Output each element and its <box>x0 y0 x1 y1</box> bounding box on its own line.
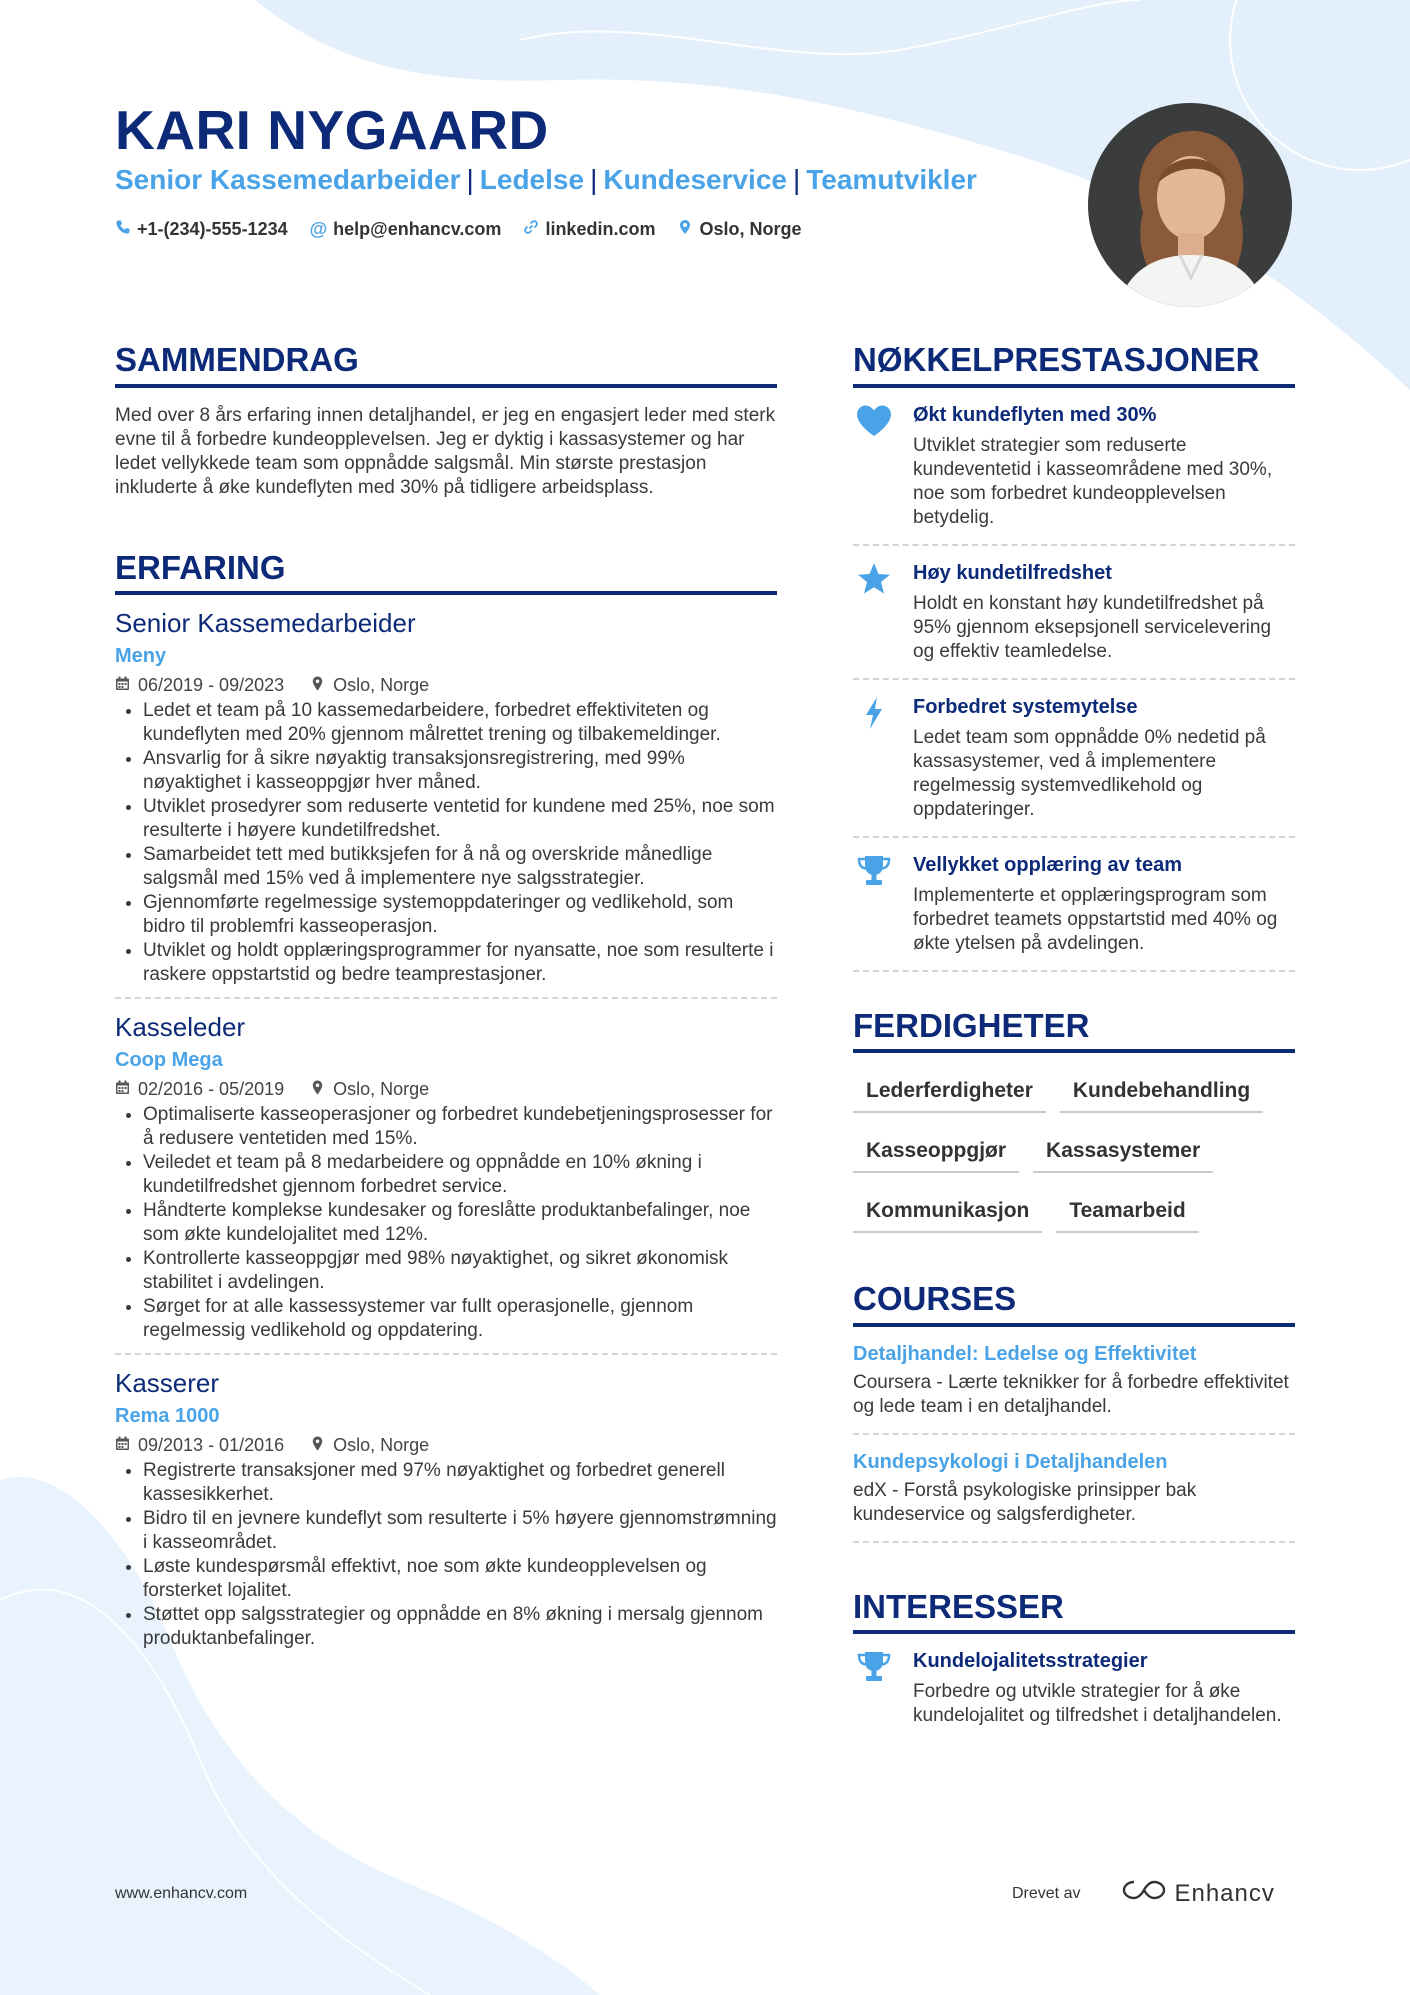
skill-tag: Kommunikasjon <box>853 1191 1042 1233</box>
bullet-item: • Ledet et team på 10 kassemedarbeidere, forbedret effektiviteten og kundeflyten med 20% gjennom målrettet trening og tilbakemeldinger. <box>143 699 777 747</box>
achievement-description: Holdt en konstant høy kundetilfredshet på 95% gjennom eksepsjonell servicelevering og effektiv teamledelse. <box>913 592 1272 662</box>
contact-email[interactable] <box>310 219 502 240</box>
left-column <box>115 340 777 1651</box>
course-item <box>853 1327 1295 1435</box>
job-dates-text: 06/2019 - 09/2023 <box>138 675 285 696</box>
summary-text: Med over 8 års erfaring innen detaljhandel, er jeg en engasjert leder med sterk evne til å forbedre kundeopplevelsen. Jeg er dyktig i kassasystemer og har ledet vellykkede team som oppnådde salgsmål. Min største prestasjon inkluderte å øke kundeflyten med 30% på tidligere arbeidsplass. <box>115 404 776 498</box>
job-title: Kasserer <box>115 1368 220 1399</box>
job-dates <box>115 673 284 697</box>
achievement-description: Implementerte et opplæringsprogram som forbedret teamets oppstartstid med 40% og økte ytelsen på avdelingen. <box>913 884 1278 954</box>
skills-list <box>853 1071 1295 1233</box>
job-location <box>310 673 429 697</box>
course-description: Coursera - Lærte teknikker for å forbedre effektivitet og lede team i en detaljhandel. <box>853 1371 1289 1417</box>
job-dates <box>115 1433 284 1457</box>
star-icon <box>853 560 895 664</box>
enhancv-logo-icon <box>1122 1878 1166 1909</box>
calendar-icon <box>115 673 130 697</box>
achievement-description: Ledet team som oppnådde 0% nedetid på kassasystemer, ved å implementere regelmessig systemvedlikehold og oppdateringer. <box>913 726 1266 820</box>
tagline-role: Senior Kassemedarbeider <box>115 164 461 195</box>
footer-website[interactable]: www.enhancv.com <box>115 1885 248 1902</box>
achievement-title: Økt kundeflyten med 30% <box>913 403 1157 426</box>
courses-heading: COURSES <box>853 1279 1295 1327</box>
interest-item <box>853 1634 1295 1742</box>
tagline-skill-leadership: Ledelse <box>479 164 585 195</box>
job-meta <box>115 1077 777 1101</box>
interest-description: Forbedre og utvikle strategier for å øke kundelojalitet og tilfredshet i detaljhandelen. <box>913 1681 1282 1727</box>
contact-phone[interactable] <box>115 219 288 240</box>
linkedin-url: linkedin.com <box>545 219 656 239</box>
bullet-item: • Løste kundespørsmål effektivt, noe som økte kundeopplevelsen og forsterket lojalitet. <box>143 1555 777 1603</box>
job-location-text: Oslo, Norge <box>333 1435 430 1456</box>
job-dates-text: 02/2016 - 05/2019 <box>138 1079 285 1100</box>
skills-heading: FERDIGHETER <box>853 1006 1295 1054</box>
bullet-item: • Kontrollerte kasseoppgjør med 98% nøyaktighet, og sikret økonomisk stabilitet i avdelingen. <box>143 1247 777 1295</box>
bullet-item: • Sørget for at alle kassessystemer var fullt operasjonelle, gjennom regelmessig vedlikehold og oppdatering. <box>143 1295 777 1343</box>
job-meta <box>115 1433 777 1457</box>
tagline-skill-team: Teamutvikler <box>806 164 977 195</box>
job-location-text: Oslo, Norge <box>333 1079 430 1100</box>
tagline-separator: | <box>466 164 474 195</box>
achievement-item <box>853 680 1295 838</box>
achievements-heading: NØKKELPRESTASJONER <box>853 340 1295 388</box>
powered-by-text: Drevet av <box>1012 1884 1081 1902</box>
footer-branding <box>1012 1878 1275 1909</box>
job-entry <box>115 1011 777 1355</box>
skill-tag: Kundebehandling <box>1060 1071 1263 1113</box>
job-location-text: Oslo, Norge <box>333 675 430 696</box>
tagline <box>115 164 977 196</box>
achievement-item <box>853 838 1295 972</box>
location-pin-icon <box>310 1077 325 1101</box>
experience-heading: ERFARING <box>115 548 777 596</box>
job-divider <box>115 1353 777 1355</box>
skill-tag: Teamarbeid <box>1056 1191 1198 1233</box>
achievement-item <box>853 546 1295 680</box>
course-title: Detaljhandel: Ledelse og Effektivitet <box>853 1342 1197 1365</box>
bullet-item: • Støttet opp salgsstrategier og oppnådde en 8% økning i mersalg gjennom produktanbefalinger. <box>143 1603 777 1651</box>
location-pin-icon <box>310 673 325 697</box>
link-icon <box>523 219 539 240</box>
tagline-skill-service: Kundeservice <box>603 164 787 195</box>
bullet-item: • Veiledet et team på 8 medarbeidere og oppnådde en 10% økning i kundetilfredshet gjennom forbedret service. <box>143 1151 777 1199</box>
phone-icon <box>115 219 131 240</box>
company-name: Meny <box>115 645 167 668</box>
location-text: Oslo, Norge <box>699 219 802 239</box>
skill-tag: Lederferdigheter <box>853 1071 1046 1113</box>
location-pin-icon <box>310 1433 325 1457</box>
contact-linkedin[interactable] <box>523 219 655 240</box>
skill-tag: Kasseoppgjør <box>853 1131 1019 1173</box>
course-title: Kundepsykologi i Detaljhandelen <box>853 1450 1168 1473</box>
bullet-item: • Optimaliserte kasseoperasjoner og forbedret kundebetjeningsprosesser for å redusere ventetiden med 15%. <box>143 1103 777 1151</box>
job-dates-text: 09/2013 - 01/2016 <box>138 1435 285 1456</box>
company-name: Coop Mega <box>115 1049 223 1072</box>
interests-heading: INTERESSER <box>853 1587 1295 1635</box>
bullet-item: • Gjennomførte regelmessige systemoppdateringer og vedlikehold, som bidro til problemfri kasseoperasjon. <box>143 891 777 939</box>
at-icon: @ <box>309 219 328 239</box>
job-bullets <box>115 699 777 987</box>
course-item <box>853 1435 1295 1543</box>
calendar-icon <box>115 1077 130 1101</box>
bullet-item: • Bidro til en jevnere kundeflyt som resulterte i 5% høyere gjennomstrømning i kasseområdet. <box>143 1507 777 1555</box>
location-pin-icon <box>677 219 693 240</box>
job-divider <box>115 997 777 999</box>
heart-icon <box>853 402 895 530</box>
achievement-title: Høy kundetilfredshet <box>913 561 1112 584</box>
job-bullets <box>115 1103 777 1343</box>
phone-number: +1-(234)-555-1234 <box>137 219 288 239</box>
tagline-separator: | <box>792 164 801 195</box>
job-entry <box>115 607 777 999</box>
interest-title: Kundelojalitetsstrategier <box>913 1650 1148 1673</box>
calendar-icon <box>115 1433 130 1457</box>
bullet-item: • Ansvarlig for å sikre nøyaktig transaksjonsregistrering, med 99% nøyaktighet i kasseoppgjør hver måned. <box>143 747 777 795</box>
job-meta <box>115 673 777 697</box>
achievement-title: Vellykket opplæring av team <box>913 853 1182 876</box>
lightning-icon <box>853 694 895 822</box>
achievement-description: Utviklet strategier som reduserte kundeventetid i kasseområdene med 30%, noe som forbedret kundeopplevelsen betydelig. <box>913 434 1273 528</box>
right-column <box>853 340 1295 1742</box>
candidate-name: KARI NYGAARD <box>115 99 549 161</box>
bullet-item: • Registrerte transaksjoner med 97% nøyaktighet og forbedret generell kassesikkerhet. <box>143 1459 777 1507</box>
bullet-item: • Utviklet og holdt opplæringsprogrammer for nyansatte, noe som resulterte i raskere oppstartstid og bedre teamprestasjoner. <box>143 939 777 987</box>
brand-logo[interactable] <box>1122 1878 1274 1909</box>
job-location <box>310 1077 429 1101</box>
tagline-separator: | <box>590 164 598 195</box>
job-title: Senior Kassemedarbeider <box>115 608 416 639</box>
contact-info <box>115 219 801 240</box>
contact-location <box>677 219 801 240</box>
job-entry <box>115 1367 777 1651</box>
job-location <box>310 1433 429 1457</box>
trophy-icon <box>853 1648 895 1728</box>
summary-heading: SAMMENDRAG <box>115 340 777 388</box>
company-name: Rema 1000 <box>115 1405 220 1428</box>
bullet-item: • Håndterte komplekse kundesaker og foreslåtte produktanbefalinger, noe som økte kundelojalitet med 12%. <box>143 1199 777 1247</box>
email-address: help@enhancv.com <box>333 219 502 239</box>
skill-tag: Kassasystemer <box>1033 1131 1213 1173</box>
job-bullets <box>115 1459 777 1651</box>
course-description: edX - Forstå psykologiske prinsipper bak kundeservice og salgsferdigheter. <box>853 1479 1197 1525</box>
profile-photo <box>1088 103 1292 307</box>
bullet-item: • Utviklet prosedyrer som reduserte ventetid for kundene med 25%, noe som resulterte i høyere kundetilfredshet. <box>143 795 777 843</box>
achievement-title: Forbedret systemytelse <box>913 695 1138 718</box>
bullet-item: • Samarbeidet tett med butikksjefen for å nå og overskride månedlige salgsmål med 15% ved å implementere nye salgsstrategier. <box>143 843 777 891</box>
achievement-item <box>853 388 1295 546</box>
brand-name: Enhancv <box>1174 1879 1275 1907</box>
trophy-icon <box>853 852 895 956</box>
job-dates <box>115 1077 284 1101</box>
job-title: Kasseleder <box>115 1012 246 1043</box>
